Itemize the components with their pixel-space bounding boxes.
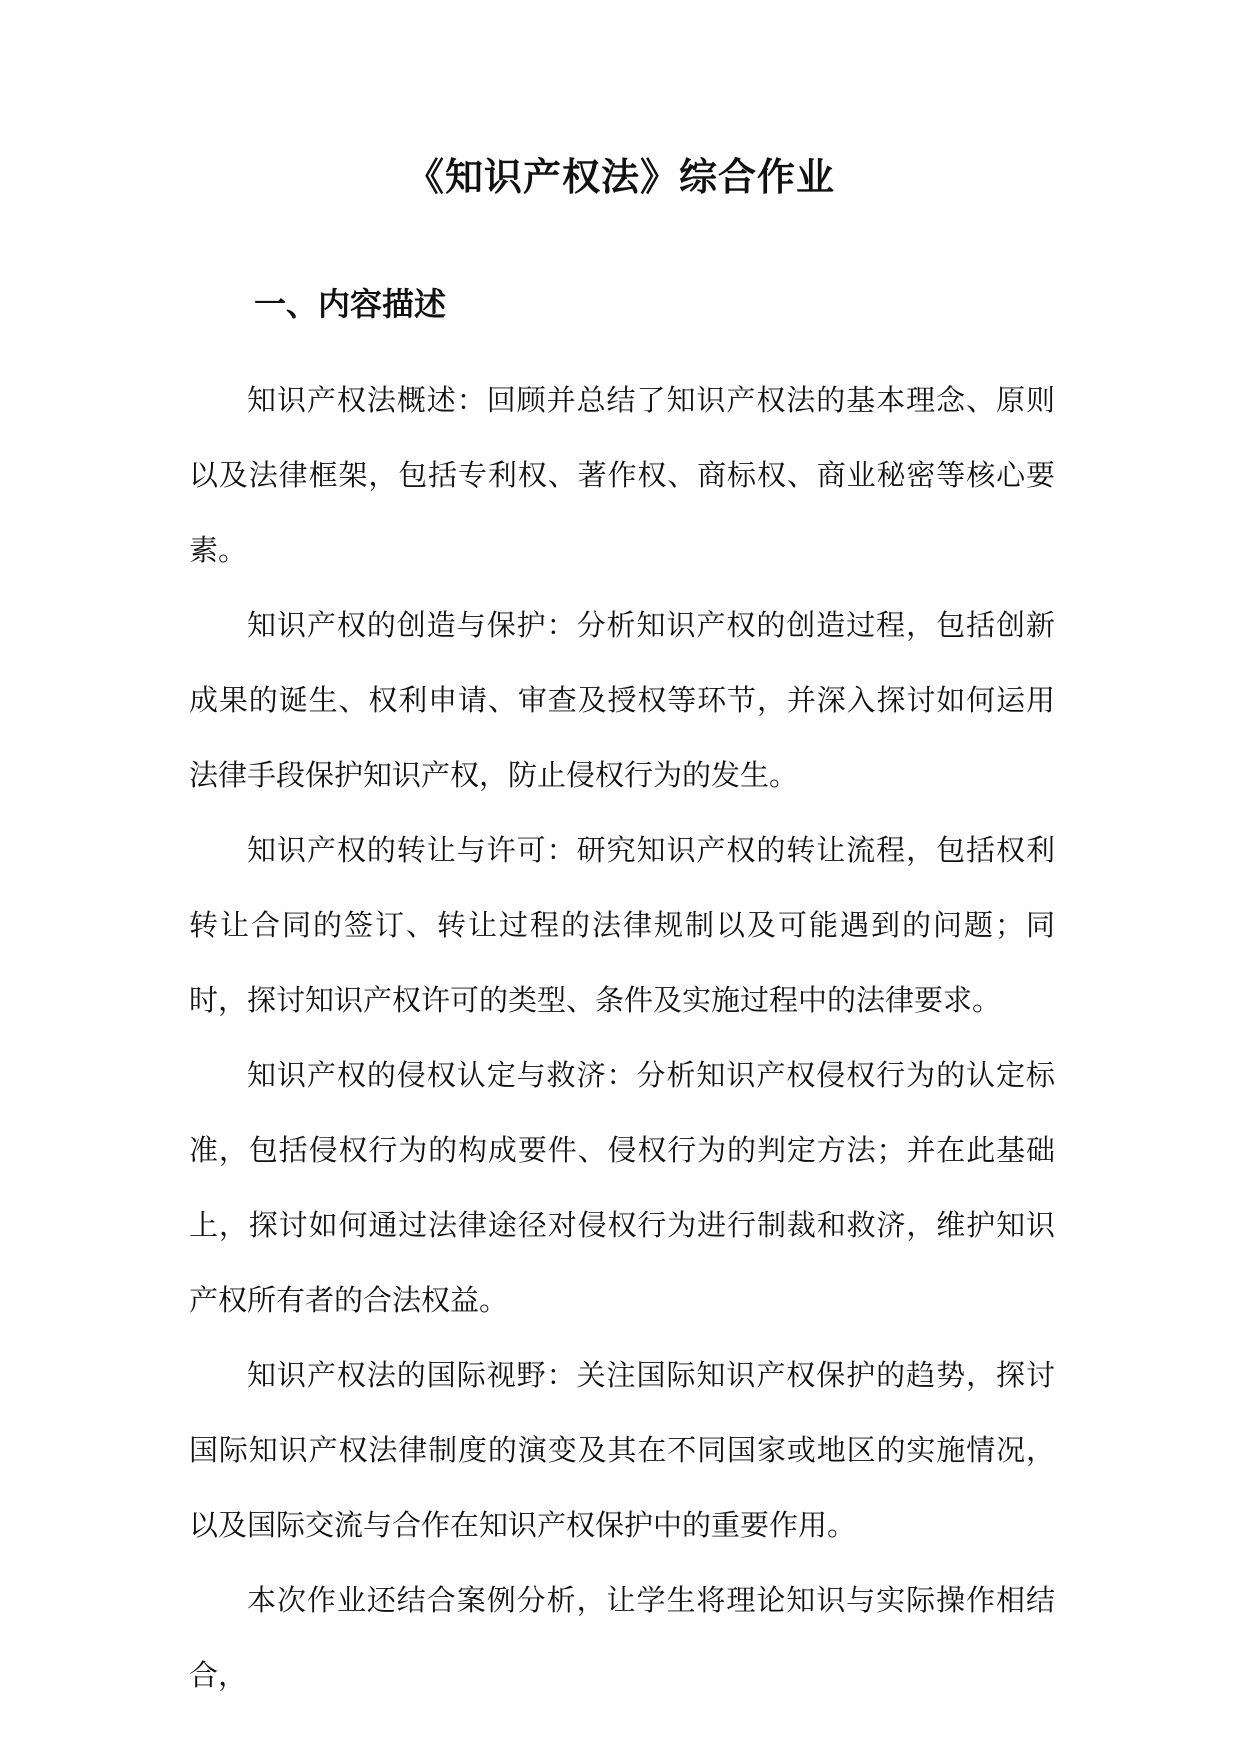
paragraph-creation-protection: 知识产权的创造与保护：分析知识产权的创造过程，包括创新成果的诞生、权利申请、审查及授权等环节，并深入探讨如何运用法律手段保护知识产权，防止侵权行为的发生。 bbox=[189, 608, 1055, 792]
section-heading: 一、内容描述 bbox=[254, 285, 447, 323]
paragraph-international: 知识产权法的国际视野：关注国际知识产权保护的趋势，探讨国际知识产权法律制度的演变及其在不同国家或地区的实施情况，以及国际交流与合作在知识产权保护中的重要作用。 bbox=[189, 1358, 1055, 1542]
body-text bbox=[189, 363, 1055, 1713]
document-title: 《知识产权法》综合作业 bbox=[405, 154, 835, 199]
paragraph-transfer-license: 知识产权的转让与许可：研究知识产权的转让流程，包括权利转让合同的签订、转让过程的法律规制以及可能遇到的问题；同时，探讨知识产权许可的类型、条件及实施过程中的法律要求。 bbox=[189, 833, 1055, 1017]
paragraph-infringement-remedy: 知识产权的侵权认定与救济：分析知识产权侵权行为的认定标准，包括侵权行为的构成要件、侵权行为的判定方法；并在此基础上，探讨如何通过法律途径对侵权行为进行制裁和救济，维护知识产权所有者的合法权益。 bbox=[189, 1058, 1055, 1317]
paragraph-case-analysis: 本次作业还结合案例分析，让学生将理论知识与实际操作相结合， bbox=[189, 1583, 1055, 1692]
paragraph-overview: 知识产权法概述：回顾并总结了知识产权法的基本理念、原则以及法律框架，包括专利权、著作权、商标权、商业秘密等核心要素。 bbox=[189, 383, 1055, 567]
